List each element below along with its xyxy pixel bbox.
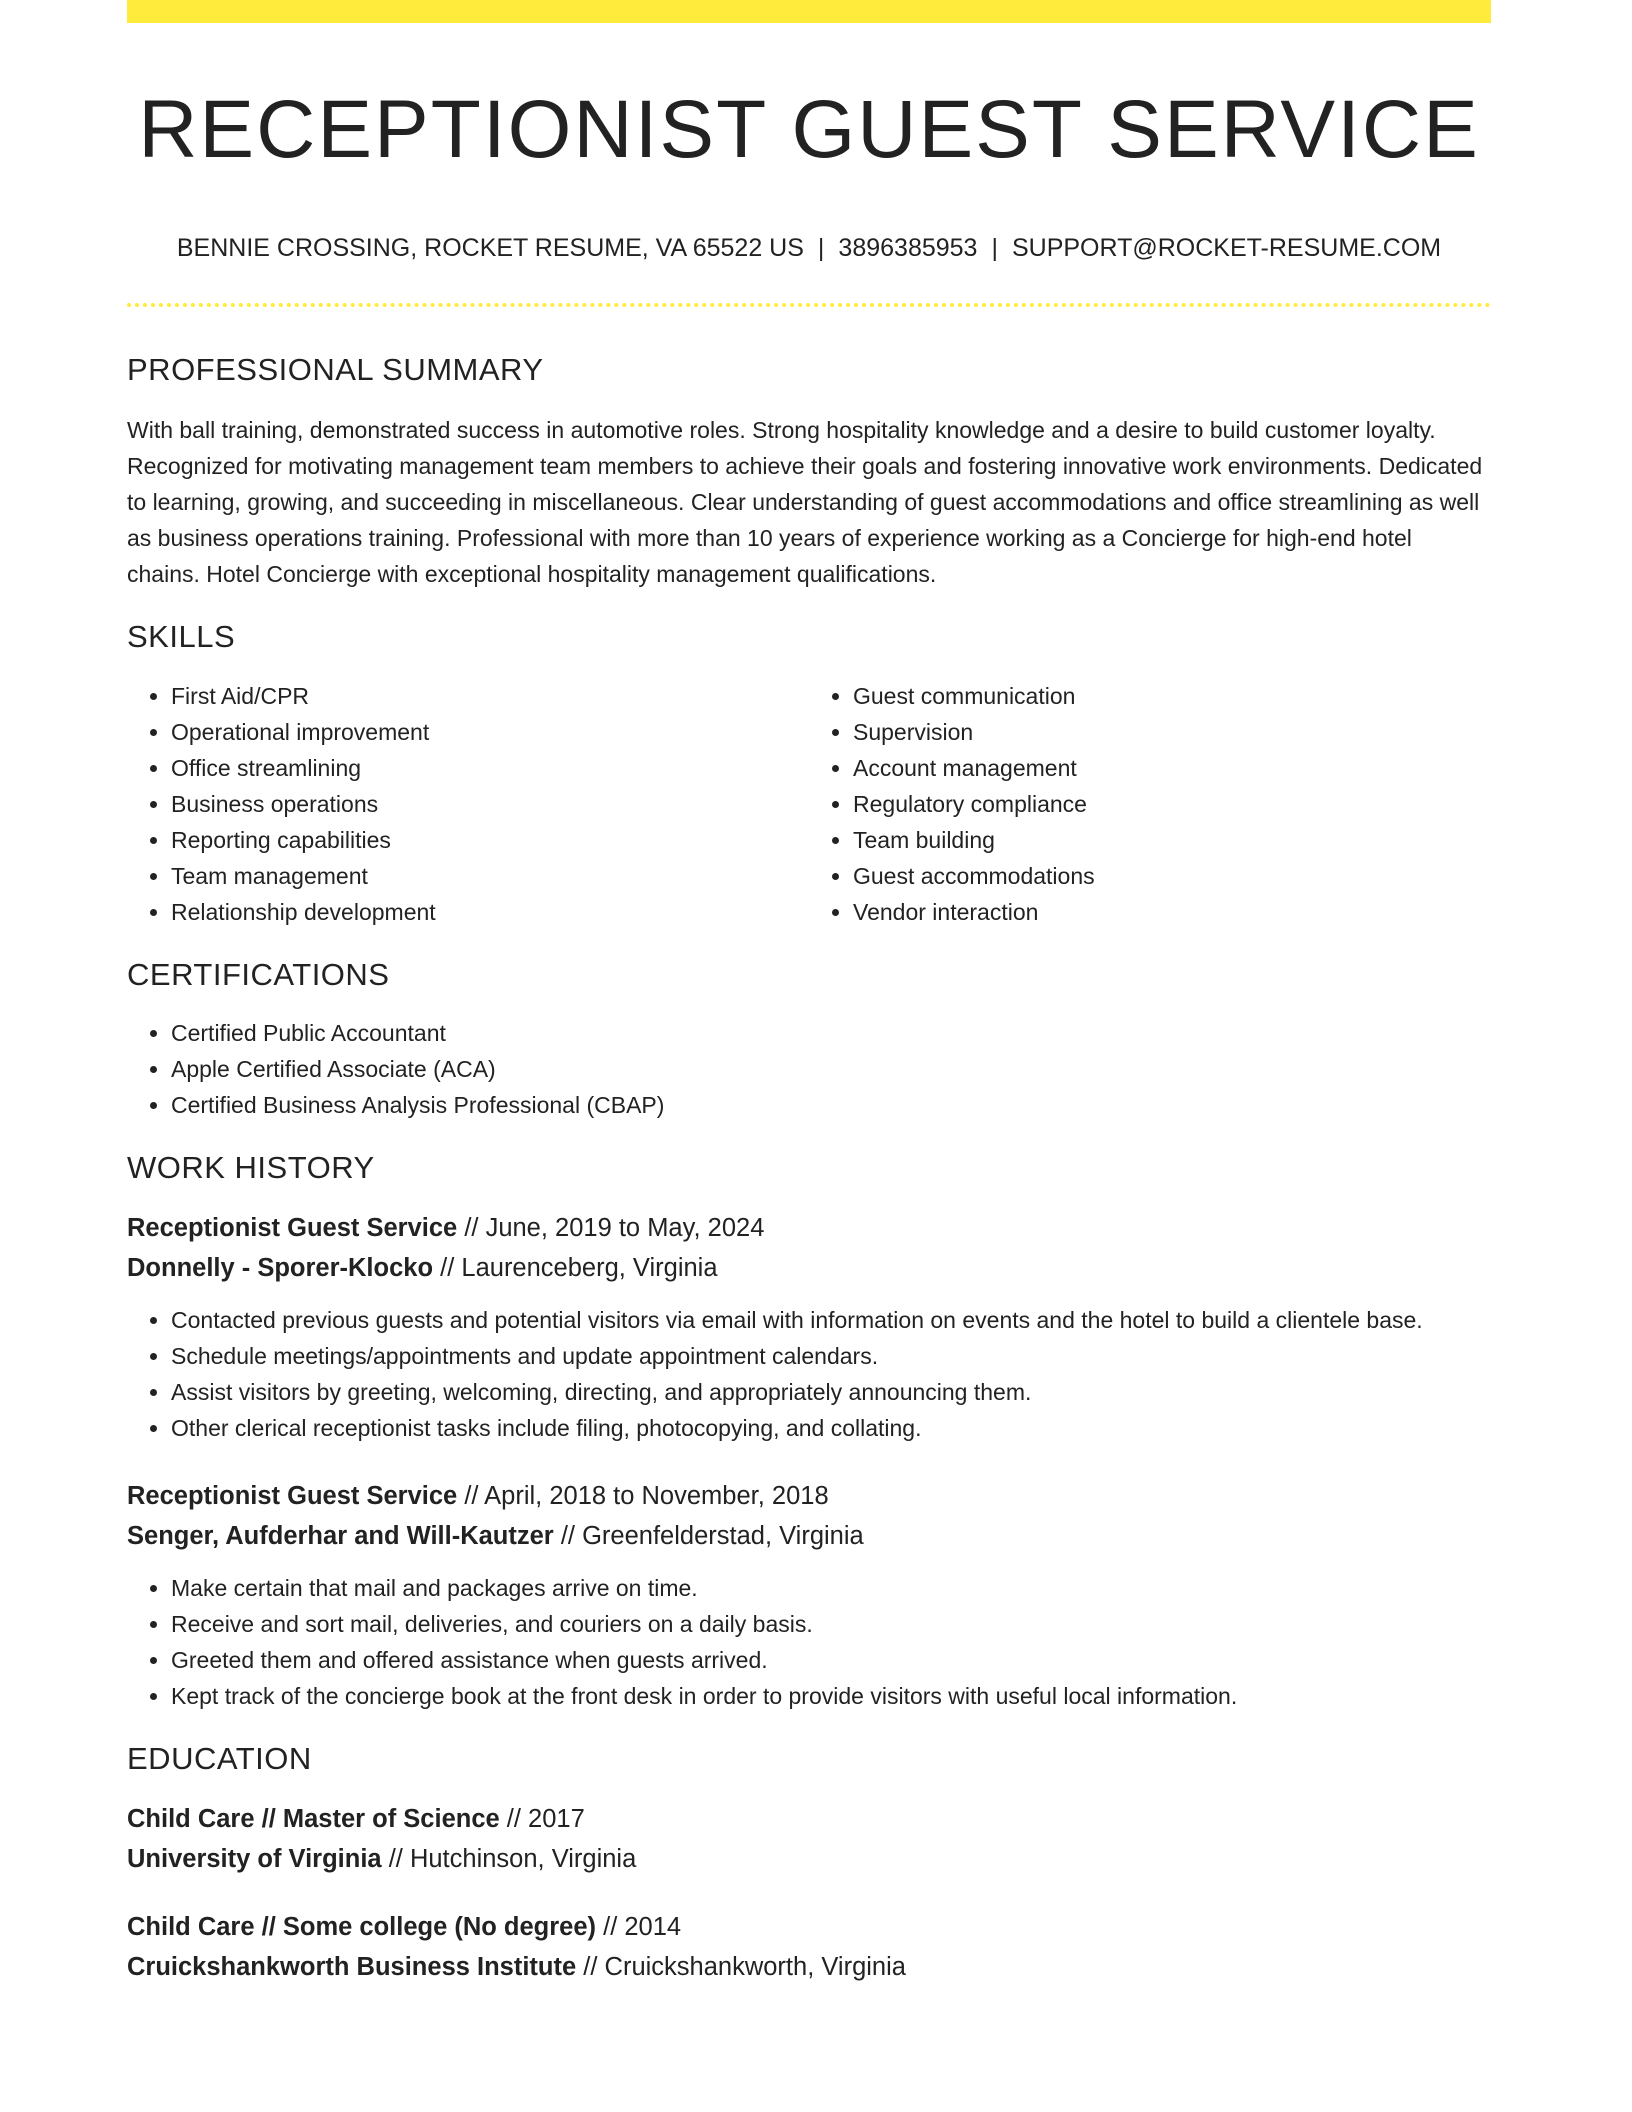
job-company: Senger, Aufderhar and Will-Kautzer	[127, 1521, 554, 1550]
skill-item: • Regulatory compliance	[853, 786, 1491, 822]
education-degree: Child Care // Master of Science	[127, 1805, 500, 1834]
job-entry	[127, 1476, 1491, 1714]
job-company: Donnelly - Sporer-Klocko	[127, 1253, 434, 1282]
education-entry	[127, 1907, 1491, 1987]
education-degree-line	[127, 1799, 1491, 1839]
skill-item: • Guest accommodations	[853, 858, 1491, 894]
job-bullets	[127, 1302, 1491, 1446]
job-bullet: • Other clerical receptionist tasks include filing, photocopying, and collating.	[171, 1410, 1491, 1446]
job-bullet: • Contacted previous guests and potential visitors via email with information on events and the hotel to build a clientele base.	[171, 1302, 1491, 1338]
skills-heading: SKILLS	[127, 619, 236, 655]
contact-line	[127, 233, 1491, 263]
skills-section	[127, 618, 1491, 929]
skills-columns	[127, 678, 1491, 930]
summary-section	[127, 351, 1491, 592]
skill-item: • Team building	[853, 822, 1491, 858]
dotted-divider	[127, 303, 1491, 307]
job-entry	[127, 1208, 1491, 1446]
job-bullet: • Make certain that mail and packages arrive on time.	[171, 1570, 1491, 1606]
job-bullet: • Kept track of the concierge book at the front desk in order to provide visitors with useful local information.	[171, 1678, 1491, 1714]
job-location: // Laurenceberg, Virginia	[440, 1253, 718, 1282]
education-degree-line	[127, 1907, 1491, 1947]
job-company-line	[127, 1248, 1491, 1288]
certifications-section	[127, 956, 1491, 1123]
skill-item: • Office streamlining	[171, 750, 809, 786]
certification-item: • Apple Certified Associate (ACA)	[171, 1051, 1491, 1087]
accent-top-bar	[127, 0, 1491, 23]
contact-separator: |	[817, 234, 825, 263]
education-entry	[127, 1799, 1491, 1879]
skills-list-left	[127, 678, 809, 930]
education-year: // 2017	[506, 1805, 585, 1834]
education-location: // Cruickshankworth, Virginia	[583, 1953, 906, 1982]
job-title-line	[127, 1208, 1491, 1248]
job-bullet: • Assist visitors by greeting, welcoming, directing, and appropriately announcing them.	[171, 1374, 1491, 1410]
education-location: // Hutchinson, Virginia	[388, 1845, 637, 1874]
skill-item: • Guest communication	[853, 678, 1491, 714]
contact-email: SUPPORT@ROCKET-RESUME.COM	[1011, 234, 1442, 263]
job-dates: // June, 2019 to May, 2024	[464, 1213, 765, 1242]
summary-heading: PROFESSIONAL SUMMARY	[127, 352, 544, 388]
resume-title: RECEPTIONIST GUEST SERVICE	[138, 84, 1480, 175]
contact-phone: 3896385953	[838, 234, 978, 263]
skill-item: • Team management	[171, 858, 809, 894]
education-section	[127, 1740, 1491, 1987]
contact-address: BENNIE CROSSING, ROCKET RESUME, VA 65522 US	[176, 234, 804, 263]
education-school-line	[127, 1947, 1491, 1987]
certification-item: • Certified Business Analysis Professional (CBAP)	[171, 1087, 1491, 1123]
skill-item: • Account management	[853, 750, 1491, 786]
job-dates: // April, 2018 to November, 2018	[464, 1481, 829, 1510]
job-location: // Greenfelderstad, Virginia	[560, 1521, 864, 1550]
education-year: // 2014	[603, 1913, 682, 1942]
skill-item: • Business operations	[171, 786, 809, 822]
job-title-line	[127, 1476, 1491, 1516]
contact-separator: |	[991, 234, 998, 263]
skill-item: • Operational improvement	[171, 714, 809, 750]
education-degree: Child Care // Some college (No degree)	[127, 1913, 597, 1942]
skills-list-right	[809, 678, 1491, 930]
education-school: Cruickshankworth Business Institute	[127, 1953, 577, 1982]
certifications-heading: CERTIFICATIONS	[127, 956, 390, 992]
job-company-line	[127, 1516, 1491, 1556]
skill-item: • Vendor interaction	[853, 894, 1491, 930]
job-bullet: • Schedule meetings/appointments and update appointment calendars.	[171, 1338, 1491, 1374]
job-title: Receptionist Guest Service	[127, 1481, 458, 1510]
certification-item: • Certified Public Accountant	[171, 1015, 1491, 1051]
work-history-section	[127, 1149, 1491, 1714]
job-title: Receptionist Guest Service	[127, 1213, 458, 1242]
resume-page	[127, 0, 1491, 1987]
summary-text: With ball training, demonstrated success in automotive roles. Strong hospitality knowledge and a desire to build customer loyalty. Recognized for motivating management team members to achieve their goals and fostering innovative work environments. Dedicated to learning, growing, and succeeding in miscellaneous. Clear understanding of guest accommodations and office streamlining as well as business operations training. Professional with more than 10 years of experience working as a Concierge for high-end hotel chains. Hotel Concierge with exceptional hospitality management qualifications.	[127, 417, 1483, 588]
certifications-list	[127, 1015, 1491, 1123]
education-school: University of Virginia	[127, 1845, 382, 1874]
job-bullet: • Greeted them and offered assistance when guests arrived.	[171, 1642, 1491, 1678]
skill-item: • First Aid/CPR	[171, 678, 809, 714]
education-heading: EDUCATION	[127, 1740, 312, 1776]
skill-item: • Reporting capabilities	[171, 822, 809, 858]
skill-item: • Relationship development	[171, 894, 809, 930]
education-school-line	[127, 1839, 1491, 1879]
skill-item: • Supervision	[853, 714, 1491, 750]
job-bullets	[127, 1570, 1491, 1714]
job-bullet: • Receive and sort mail, deliveries, and couriers on a daily basis.	[171, 1606, 1491, 1642]
work-history-heading: WORK HISTORY	[127, 1149, 375, 1185]
